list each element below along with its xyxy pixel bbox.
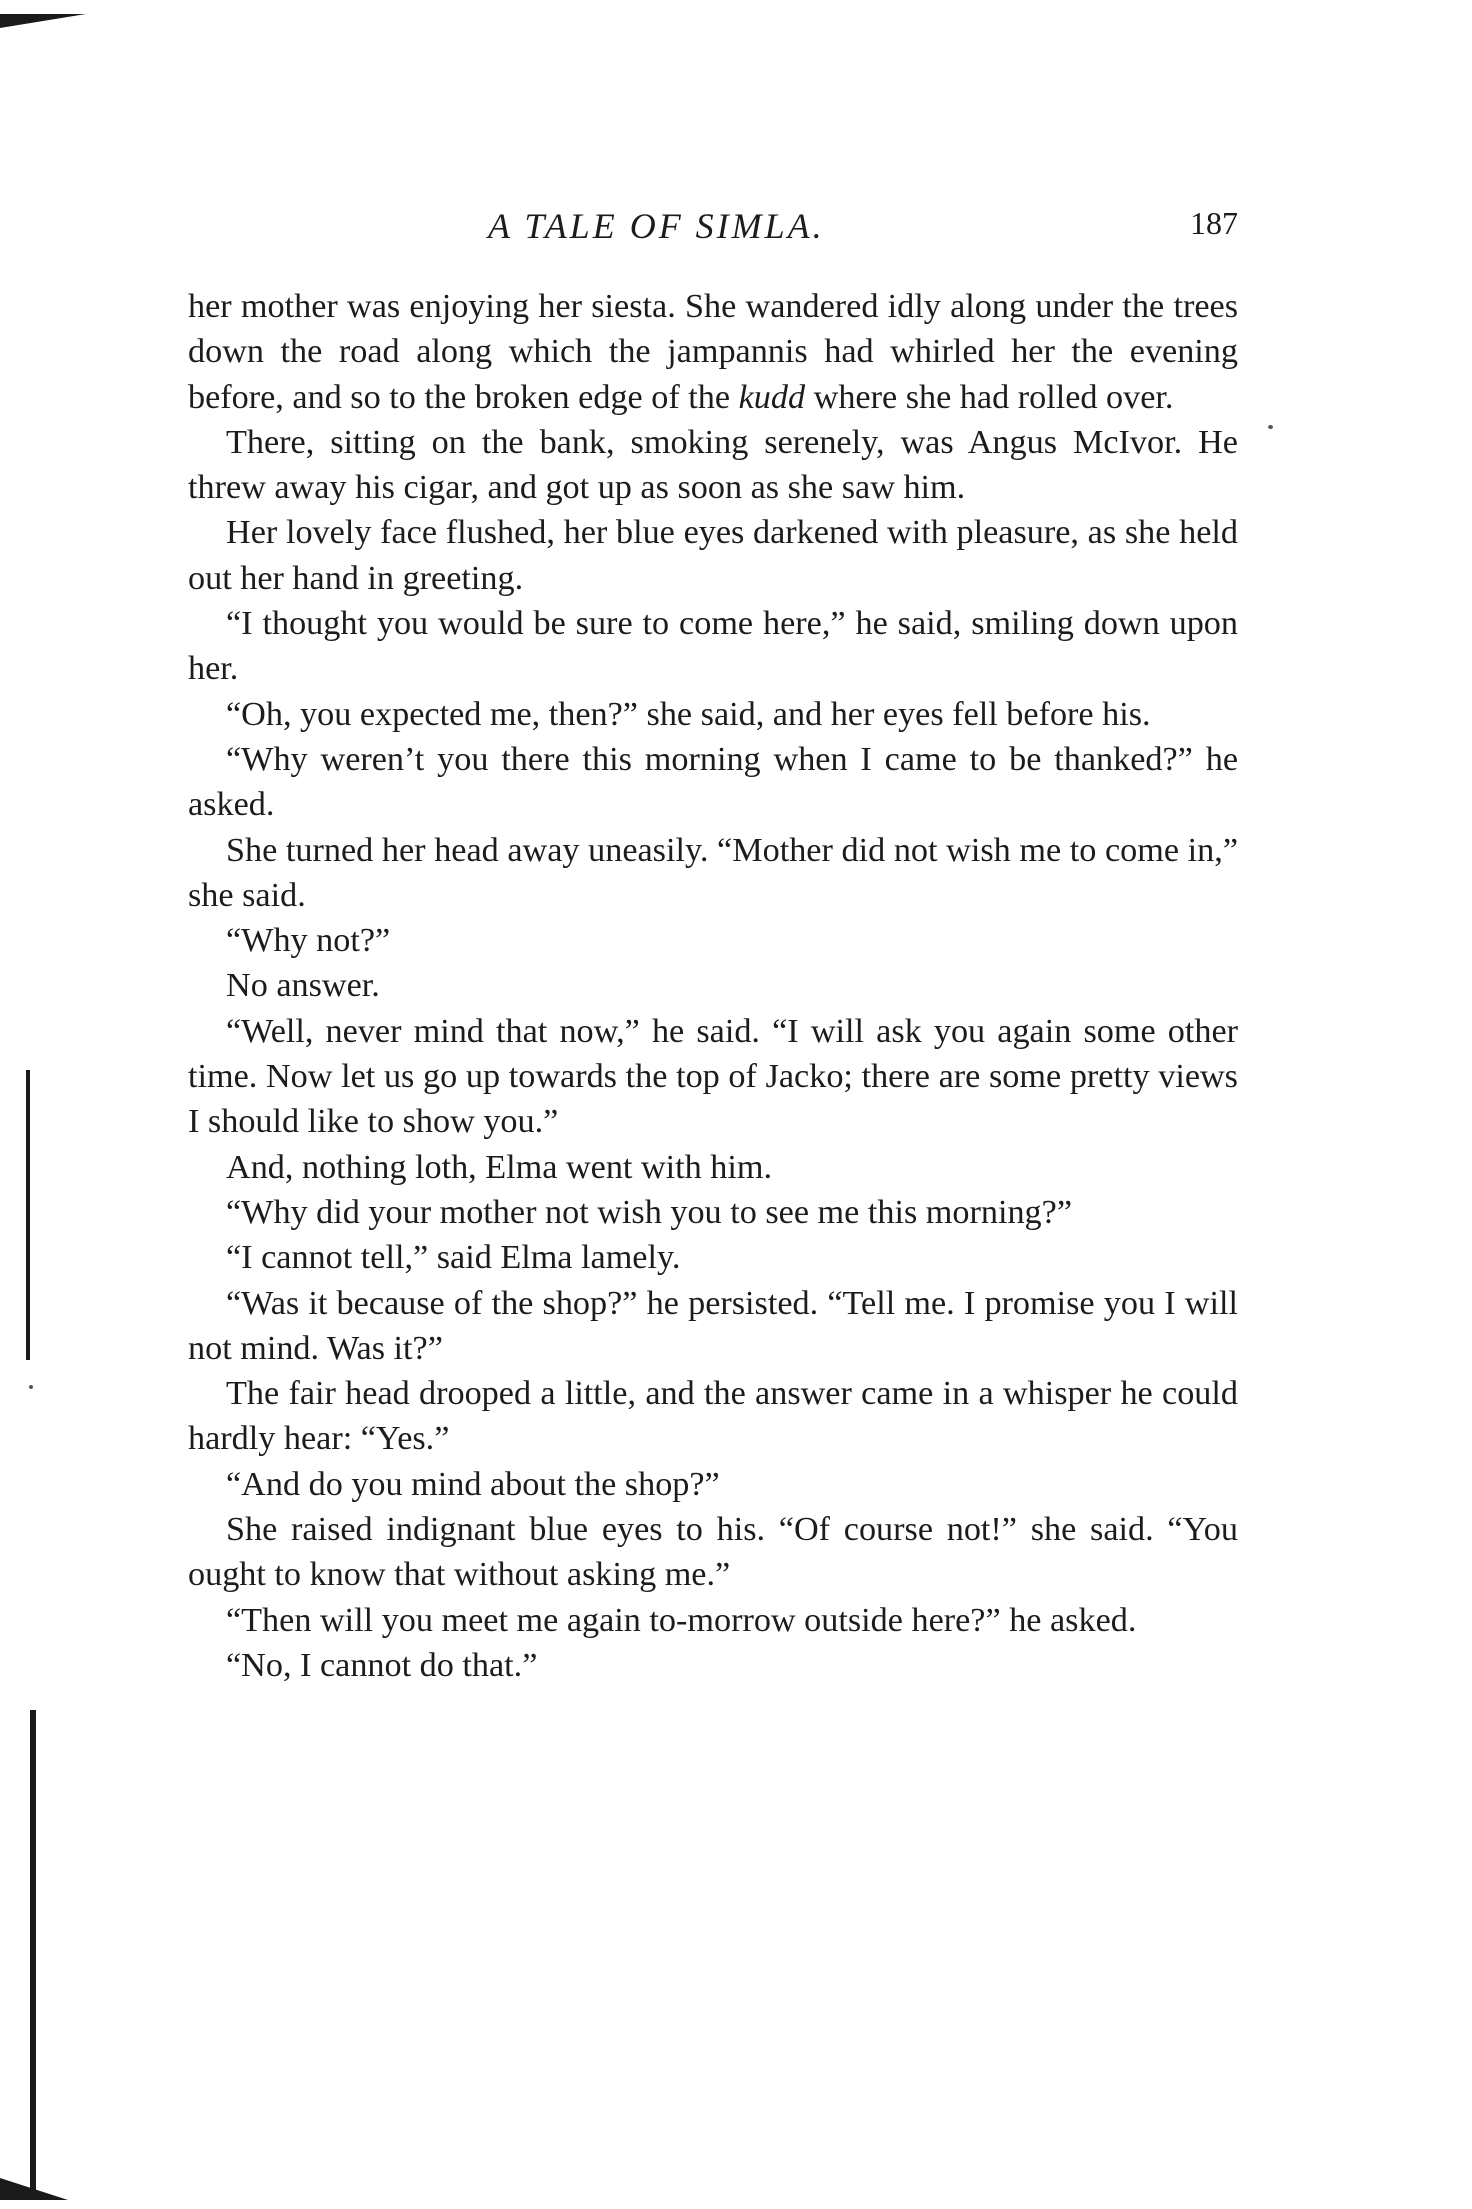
scan-corner-mark (0, 14, 86, 28)
body-text (188, 284, 1238, 1688)
running-title: A TALE OF SIMLA. (488, 206, 825, 246)
paragraph: There, sitting on the bank, smoking serenely, was Angus McIvor. He threw away his cigar, and got up as soon as she saw him. (188, 423, 1238, 507)
page-number: 187 (1190, 205, 1238, 241)
scan-edge-line (30, 1710, 36, 2190)
paragraph: “I thought you would be sure to come here,” he said, smiling down upon her. (188, 605, 1238, 688)
paragraph: “Well, never mind that now,” he said. “I will ask you again some other time. Now let us go up towards the top of Jacko; there are some pretty views I should like to show you.” (188, 1012, 1238, 1141)
paragraph: “Oh, you expected me, then?” she said, and her eyes fell before his. (226, 695, 1151, 733)
paragraph: She raised indignant blue eyes to his. “Of course not!” she said. “You ought to know that without asking me.” (188, 1511, 1238, 1594)
paragraph: Her lovely face flushed, her blue eyes darkened with pleasure, as she held out her hand in greeting. (188, 514, 1238, 597)
scan-edge-line (26, 1070, 30, 1360)
paragraph: No answer. (226, 967, 380, 1005)
paragraph: And, nothing loth, Elma went with him. (226, 1148, 773, 1186)
paragraph: “Why not?” (226, 922, 391, 960)
paragraph: “And do you mind about the shop?” (226, 1465, 720, 1503)
paragraph: She turned her head away uneasily. “Mother did not wish me to come in,” she said. (188, 831, 1238, 914)
paragraph: “Was it because of the shop?” he persisted. “Tell me. I promise you I will not mind. Was it?” (188, 1284, 1238, 1367)
page-header (188, 205, 1238, 255)
paragraph: “Why did your mother not wish you to see me this morning?” (226, 1193, 1072, 1231)
scan-speck (1268, 425, 1273, 429)
paragraph: “No, I cannot do that.” (226, 1646, 538, 1684)
paragraph: “Why weren’t you there this morning when I came to be thanked?” he asked. (188, 740, 1238, 824)
paragraph: “Then will you meet me again to-morrow outside here?” he asked. (226, 1601, 1137, 1639)
paragraph: The fair head drooped a little, and the answer came in a whisper he could hardly hear: “Yes.” (188, 1375, 1238, 1458)
scan-speck (29, 1385, 33, 1389)
paragraph: her mother was enjoying her siesta. She wandered idly along under the trees down the road along which the jampannis had whirled her the evening before, and so to the broken edge of the kudd where she had rolled over. (188, 288, 1238, 416)
paragraph: “I cannot tell,” said Elma lamely. (226, 1239, 681, 1277)
